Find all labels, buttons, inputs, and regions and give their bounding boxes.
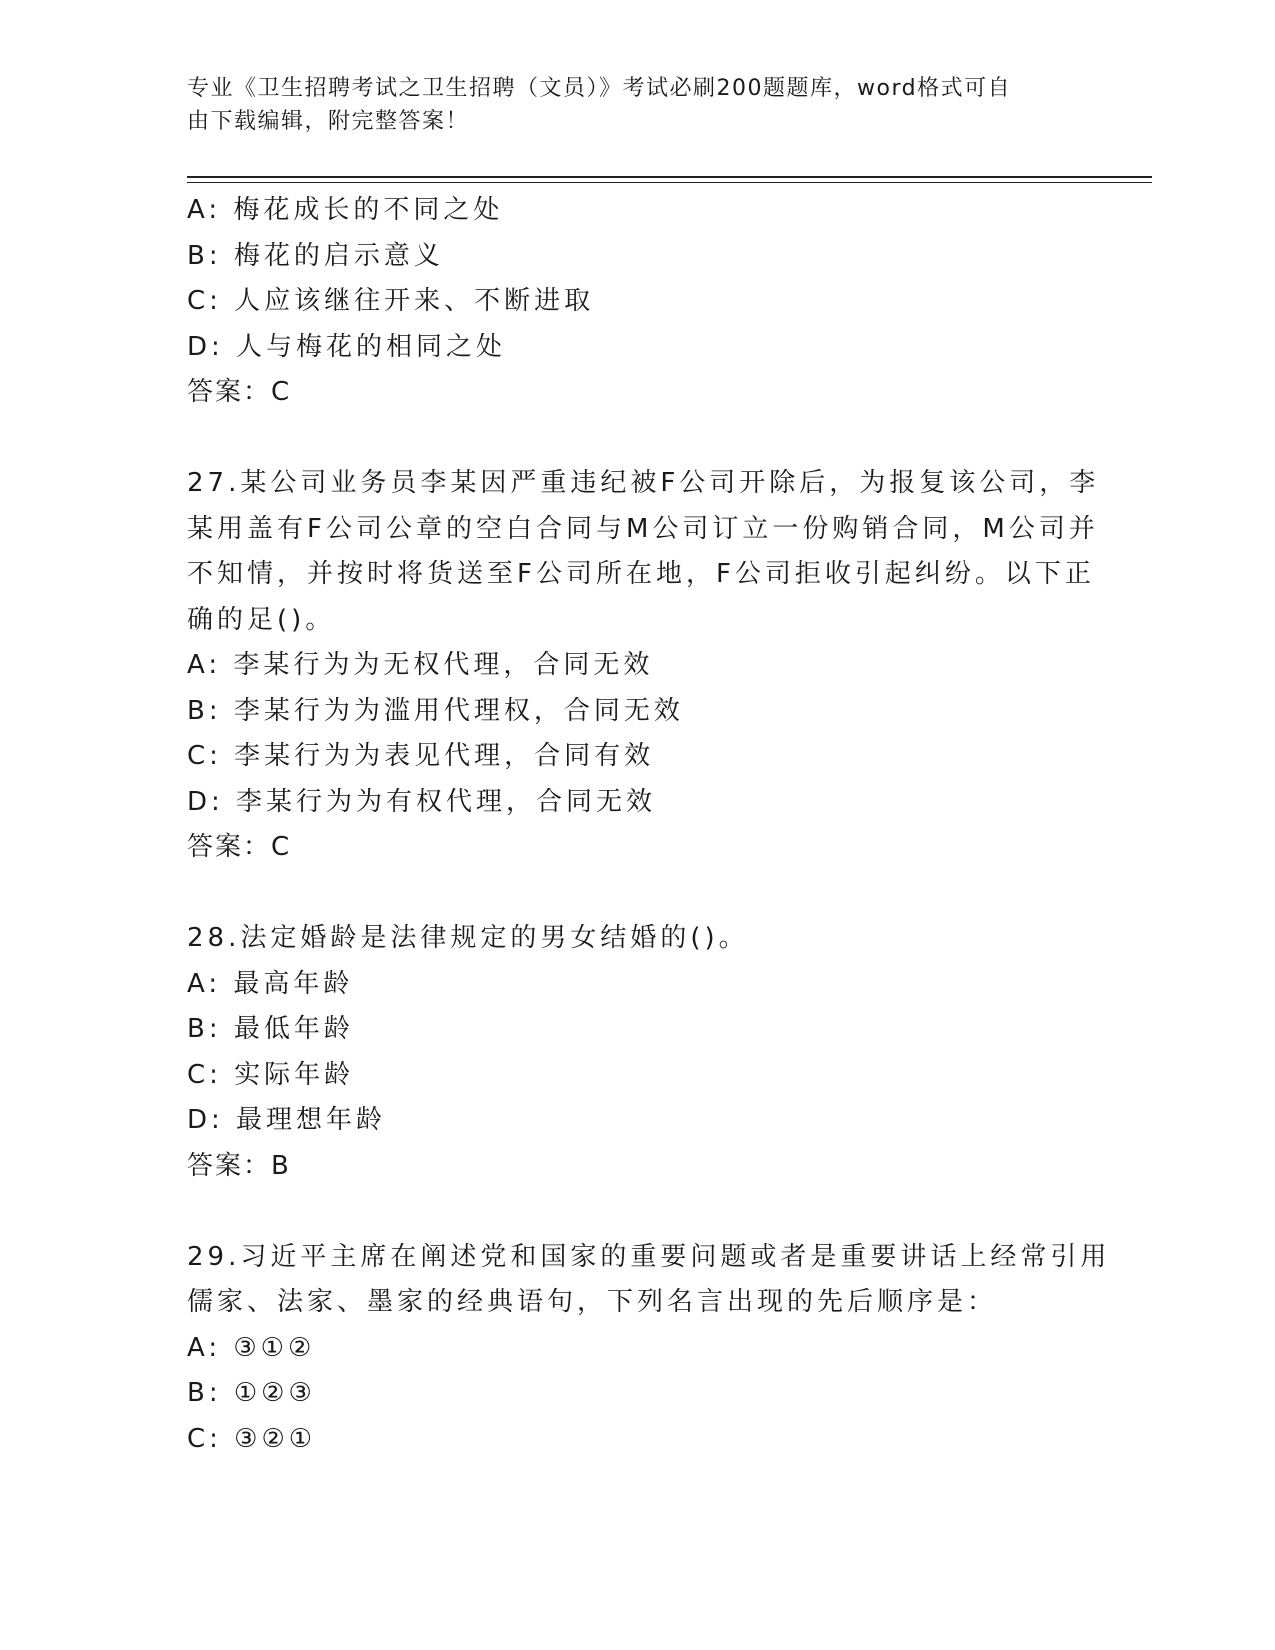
option-b: B: 李某行为为滥用代理权，合同无效 [187, 695, 684, 726]
option-a: A: ③①② [187, 1332, 316, 1363]
question-27 [187, 461, 1100, 871]
question-text-line: 儒家、法家、墨家的经典语句，下列名言出现的先后顺序是： [187, 1287, 998, 1317]
header-rule-thin [187, 182, 1152, 183]
question-26-tail [187, 188, 1087, 416]
option-a: A: 最高年龄 [187, 968, 354, 999]
answer-line: 答案：C [187, 377, 292, 407]
spacer [187, 871, 1087, 917]
question-29 [187, 1235, 1111, 1463]
question-text-line: 29.习近平主席在阐述党和国家的重要问题或者是重要讲话上经常引用 [187, 1241, 1111, 1272]
document-header [187, 72, 1067, 138]
header-line-1: 专业《卫生招聘考试之卫生招聘（文员）》考试必刷200题题库，word格式可自 [187, 76, 1012, 101]
question-text-line: 确的足()。 [187, 604, 336, 635]
option-d: D: 最理想年龄 [187, 1105, 387, 1135]
option-d: D: 李某行为为有权代理，合同无效 [187, 786, 657, 817]
answer-line: 答案：C [187, 832, 292, 862]
option-d: D: 人与梅花的相同之处 [187, 331, 507, 362]
header-rule-thick [187, 176, 1152, 178]
option-c: C: 李某行为为表见代理，合同有效 [187, 741, 655, 771]
question-text-line: 28.法定婚龄是法律规定的男女结婚的()。 [187, 923, 749, 953]
option-b: B: 最低年龄 [187, 1014, 354, 1044]
option-c: C: 实际年龄 [187, 1059, 355, 1090]
question-text-line: 某用盖有F公司公章的空白合同与M公司订立一份购销合同，M公司并 [187, 513, 1099, 544]
option-a: A: 李某行为为无权代理，合同无效 [187, 650, 654, 680]
option-a: A: 梅花成长的不同之处 [187, 195, 504, 225]
question-text-line: 不知情，并按时将货送至F公司所在地，F公司拒收引起纠纷。以下正 [187, 559, 1095, 589]
option-b: B: 梅花的启示意义 [187, 240, 444, 271]
question-text-line: 27.某公司业务员李某因严重违纪被F公司开除后，为报复该公司，李 [187, 468, 1100, 498]
option-b: B: ①②③ [187, 1378, 316, 1408]
question-28 [187, 916, 1087, 1189]
spacer [187, 1189, 1087, 1235]
option-c: C: ③②① [187, 1423, 317, 1454]
spacer [187, 416, 1087, 462]
answer-line: 答案：B [187, 1150, 291, 1181]
option-c: C: 人应该继往开来、不断进取 [187, 286, 595, 316]
header-line-2: 由下载编辑，附完整答案！ [187, 109, 470, 134]
question-list [187, 188, 1111, 1462]
